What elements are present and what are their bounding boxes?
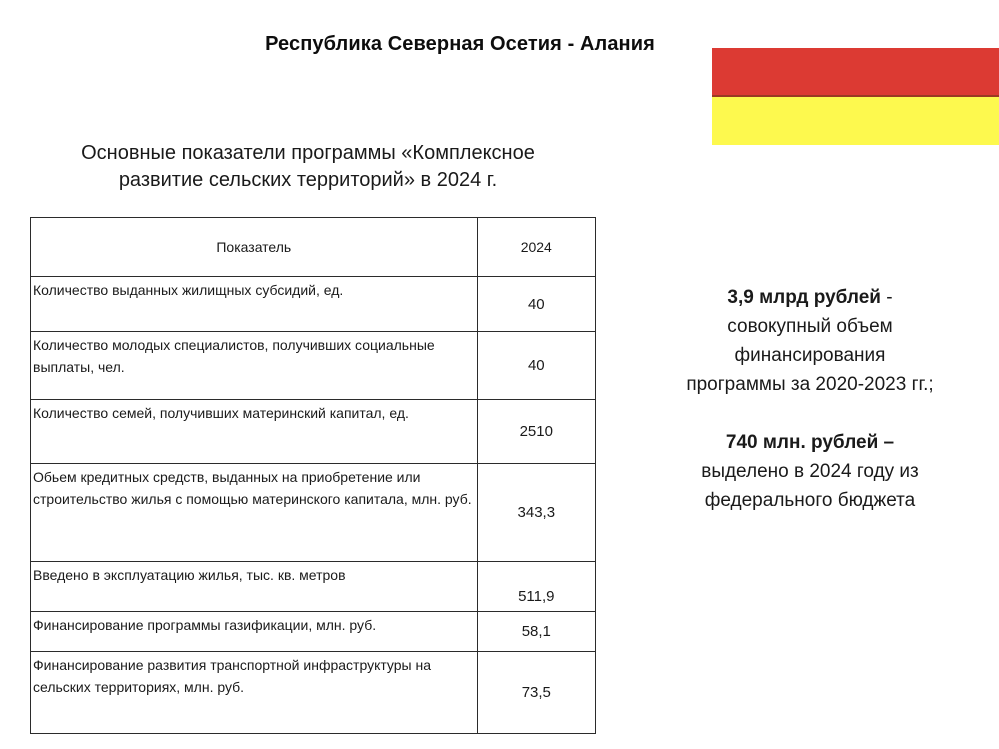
funding-total-block	[640, 283, 980, 399]
row-label: Финансирование развития транспортной инфраструктуры на сельских территориях, млн. руб.	[31, 652, 478, 734]
table-row	[31, 400, 596, 464]
table-row	[31, 562, 596, 612]
row-value: 40	[477, 277, 595, 332]
subtitle-line-2: развитие сельских территорий» в 2024 г.	[118, 169, 498, 191]
funding-total-line-1: совокупный объем	[727, 316, 893, 337]
funding-total-heading	[640, 283, 980, 312]
table-row	[31, 464, 596, 562]
row-value: 343,3	[477, 464, 595, 562]
row-label: Финансирование программы газификации, млн. руб.	[31, 612, 478, 652]
row-label: Количество семей, получивших материнский капитал, ед.	[31, 400, 478, 464]
table-subtitle	[30, 140, 586, 194]
subtitle-line-1: Основные показатели программы «Комплексное	[81, 142, 535, 164]
funding-total-line-3: программы за 2020-2023 гг.;	[686, 374, 934, 395]
federal-funding-amount: 740 млн. рублей –	[725, 432, 895, 453]
table-row	[31, 277, 596, 332]
row-value: 73,5	[477, 652, 595, 734]
row-label: Введено в эксплуатацию жилья, тыс. кв. метров	[31, 562, 478, 612]
funding-total-dash: -	[880, 287, 893, 308]
row-value: 40	[477, 332, 595, 400]
funding-total-line-2: финансирования	[734, 345, 886, 366]
row-value: 511,9	[477, 562, 595, 612]
row-value: 2510	[477, 400, 595, 464]
indicators-table	[30, 217, 596, 734]
column-header-year: 2024	[477, 218, 595, 277]
row-label: Количество выданных жилищных субсидий, ед.	[31, 277, 478, 332]
flag-red-stripe	[712, 48, 999, 97]
table-row	[31, 612, 596, 652]
federal-funding-line-1: выделено в 2024 году из	[701, 461, 919, 482]
north-ossetia-flag	[712, 48, 999, 145]
table-header-row	[31, 218, 596, 277]
flag-yellow-stripe	[712, 97, 999, 146]
federal-funding-block	[640, 428, 980, 515]
funding-summary	[640, 283, 980, 515]
row-label: Количество молодых специалистов, получивших социальные выплаты, чел.	[31, 332, 478, 400]
table-row	[31, 652, 596, 734]
table-row	[31, 332, 596, 400]
page-title: Республика Северная Осетия - Алания	[265, 33, 655, 55]
row-label: Обьем кредитных средств, выданных на приобретение или строительство жилья с помощью материнского капитала, млн. руб.	[31, 464, 478, 562]
federal-funding-line-2: федерального бюджета	[704, 490, 916, 511]
row-value: 58,1	[477, 612, 595, 652]
column-header-indicator: Показатель	[31, 218, 478, 277]
funding-total-amount: 3,9 млрд рублей	[727, 287, 881, 308]
